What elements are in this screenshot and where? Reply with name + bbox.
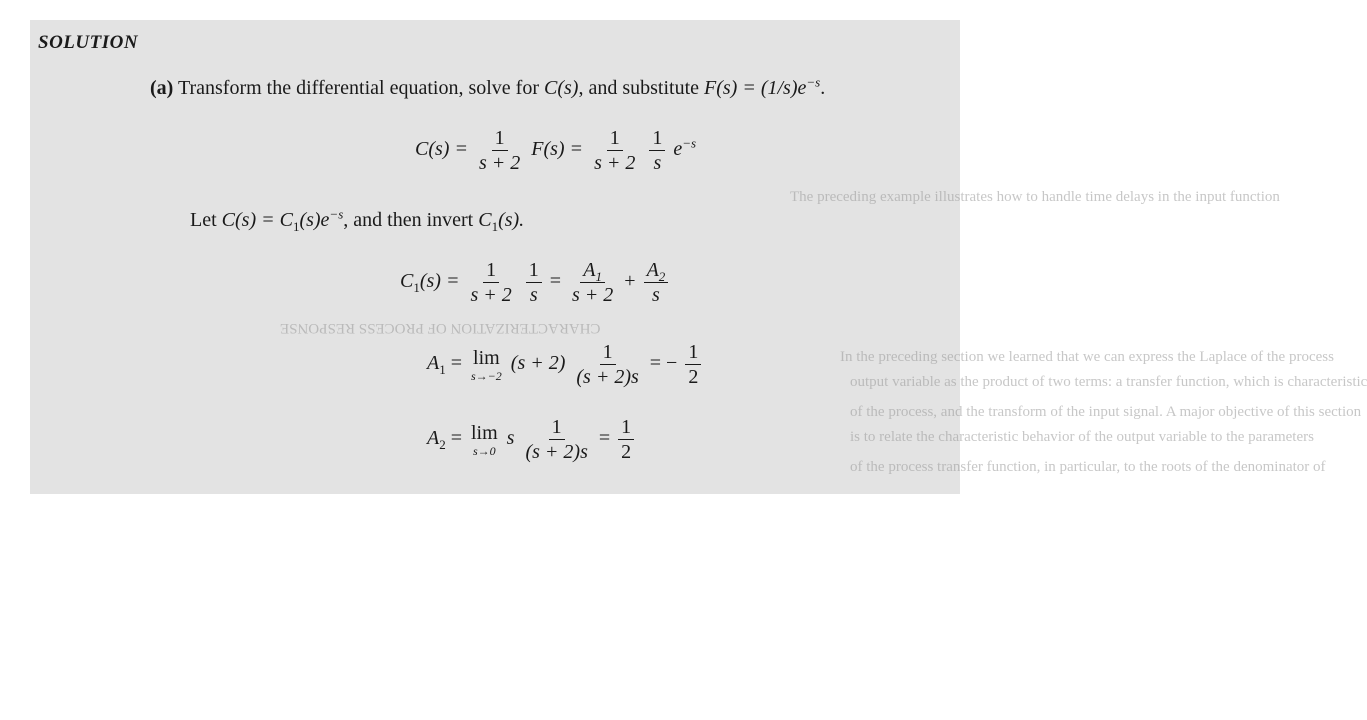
bleed-text-5: of the process, and the transform of the input signal. A major objective of this section: [850, 404, 1362, 420]
eq2-fraction-2: [526, 260, 542, 305]
let-c1b: (s).: [498, 209, 525, 231]
eq2-f2-num: 1: [526, 260, 542, 283]
eq1-f3-den: s: [653, 152, 662, 174]
eq1-f3-num: 1: [649, 128, 665, 151]
eq2-lhs-c: C: [400, 270, 414, 293]
part-a-instruction: [150, 74, 826, 99]
eq3-f-num: 1: [600, 342, 616, 365]
eq2-f4-den: s: [652, 284, 660, 306]
equation-cs: [415, 128, 696, 173]
let-sub2: 1: [491, 219, 499, 234]
eq2-a1: [580, 260, 605, 283]
eq4-f-num: 1: [549, 417, 565, 440]
bleed-text-6: is to relate the characteristic behavior of the output variable to the parameters: [850, 429, 1314, 445]
scanned-page: [30, 20, 1367, 494]
eq2-a1-sub: 1: [595, 269, 603, 284]
eq4-limit: [471, 423, 498, 457]
let-c1: C: [478, 209, 492, 231]
equation-a1: [427, 342, 704, 387]
eq1-fraction-2: [591, 128, 638, 173]
eq3-lim-text: lim: [473, 346, 500, 369]
bleed-text-3: In the preceding section we learned that we can express the Laplace of the process: [840, 349, 1334, 365]
eq4-r-den: 2: [621, 441, 632, 463]
eq2-fraction-1: [467, 260, 514, 305]
let-exp: −s: [329, 206, 344, 222]
eq2-f1-num: 1: [483, 260, 499, 283]
bleed-text-2: CHARACTERIZATION OF PROCESS RESPONSE: [280, 320, 601, 336]
part-a-exp: −s: [806, 74, 821, 90]
eq1-lhs: C(s) =: [415, 138, 468, 161]
eq2-fraction-3: [569, 260, 616, 305]
eq1-fraction-3: [649, 128, 665, 173]
eq1-mid: F(s) =: [531, 138, 584, 161]
equation-c1s: [400, 260, 671, 305]
eq4-equals-2: =: [598, 427, 611, 450]
eq1-f2-num: 1: [607, 128, 623, 151]
eq3-equals-neg: = −: [649, 352, 678, 375]
eq2-lhs-sub: 1: [413, 280, 420, 296]
let-pre: Let: [190, 209, 222, 231]
eq3-equals: =: [450, 352, 462, 375]
eq4-lim-sub: s→0: [473, 443, 496, 458]
eq4-lhs-sub: 2: [439, 437, 446, 453]
eq1-tail: e: [673, 138, 683, 161]
section-heading: SOLUTION: [38, 32, 139, 53]
let-eq: C(s) = C: [221, 209, 293, 231]
equation-a2: [427, 417, 637, 462]
eq2-equals: =: [549, 270, 562, 293]
part-a-text-end: .: [820, 77, 826, 99]
bleed-text-1: The preceding example illustrates how to handle time delays in the input function: [790, 189, 1280, 205]
eq4-result: [618, 417, 634, 462]
eq3-limit: [471, 348, 502, 382]
eq3-lhs: A: [427, 352, 440, 375]
let-eq2: (s)e: [299, 209, 330, 231]
eq3-lhs-sub: 1: [439, 362, 446, 378]
eq3-lim-sub: s→−2: [471, 368, 502, 383]
eq1-f1-den: s + 2: [478, 152, 521, 174]
eq3-factor: (s + 2): [510, 352, 566, 375]
eq1-f2-den: s + 2: [594, 152, 636, 174]
eq3-fraction: [573, 342, 641, 387]
eq2-f2-den: s: [529, 284, 538, 306]
let-statement: [190, 206, 525, 234]
eq4-r-num: 1: [618, 417, 634, 440]
eq1-fraction-1: [476, 128, 523, 173]
bleed-text-4: output variable as the product of two terms: a transfer function, which is characteristic: [850, 374, 1367, 390]
let-sub1: 1: [292, 219, 300, 234]
eq2-plus: +: [624, 270, 636, 293]
eq3-r-num: 1: [685, 342, 701, 365]
part-a-text-pre: Transform the differential equation, solve for: [177, 77, 544, 99]
eq2-a1-letter: A: [583, 259, 596, 281]
eq2-a2-sub: 2: [658, 269, 666, 284]
part-a-cs: C(s): [544, 77, 579, 99]
eq4-factor: s: [506, 427, 515, 450]
eq2-a2: [644, 260, 669, 283]
bleed-text-7: of the process transfer function, in particular, to the roots of the denominator of: [850, 459, 1326, 475]
eq3-result: [685, 342, 701, 387]
let-mid: , and then invert: [343, 209, 479, 231]
eq3-f-den: (s + 2)s: [576, 366, 639, 388]
eq2-a2-letter: A: [646, 259, 659, 281]
eq4-lhs: A: [427, 427, 440, 450]
eq4-fraction: [522, 417, 590, 462]
eq1-f1-num: 1: [492, 128, 508, 151]
eq2-f1-den: s + 2: [470, 284, 512, 306]
eq2-f3-den: s + 2: [572, 284, 614, 306]
eq2-lhs-rest: (s) =: [419, 270, 460, 293]
eq1-tail-exp: −s: [682, 135, 697, 151]
eq4-f-den: (s + 2)s: [525, 441, 588, 463]
eq3-r-den: 2: [688, 366, 699, 388]
part-a-text-mid: , and substitute: [578, 77, 704, 99]
part-a-fs: F(s) = (1/s)e: [704, 77, 807, 99]
part-a-label: (a): [150, 77, 174, 99]
eq4-lim-text: lim: [471, 421, 498, 444]
eq2-fraction-4: [644, 260, 669, 305]
eq4-equals: =: [450, 427, 462, 450]
